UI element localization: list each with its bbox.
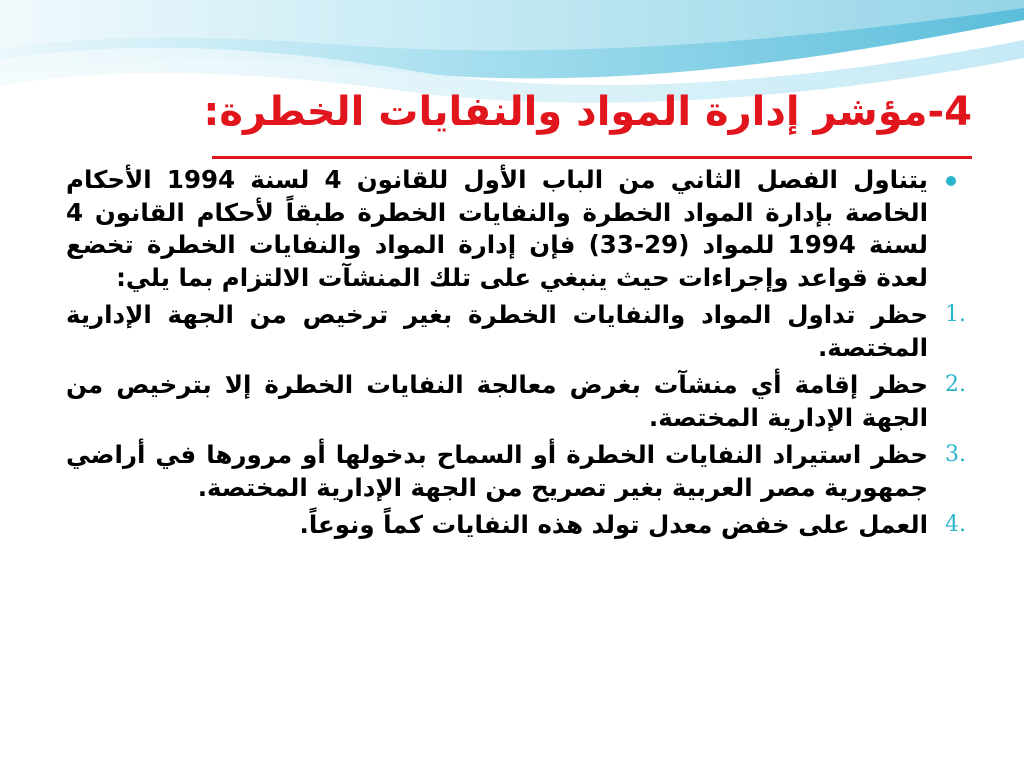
list-item-text: حظر إقامة أي منشآت بغرض معالجة النفايات الخطرة إلا بترخيص من الجهة الإدارية المختصة. <box>66 370 928 432</box>
intro-paragraph <box>66 164 966 294</box>
list-item-text: حظر استيراد النفايات الخطرة أو السماح بدخولها أو مرورها في أراضي جمهورية مصر العربية بغير تصريح من الجهة الإدارية المختصة. <box>66 440 928 502</box>
slide-title: 4-مؤشر إدارة المواد والنفايات الخطرة: <box>203 89 972 135</box>
list-number: 3. <box>945 442 966 467</box>
list-item <box>66 299 966 364</box>
list-item <box>66 369 966 434</box>
bullet-dot-icon <box>946 176 956 186</box>
list-item-text: العمل على خفض معدل تولد هذه النفايات كماً ونوعاً. <box>299 510 928 539</box>
slide-body <box>66 164 966 547</box>
list-number: 1. <box>945 302 966 327</box>
intro-text: يتناول الفصل الثاني من الباب الأول للقانون 4 لسنة 1994 الأحكام الخاصة بإدارة المواد الخطرة والنفايات الخطرة طبقاً لأحكام القانون 4 لسنة 1994 للمواد (29-33) فإن إدارة المواد والنفايات الخطرة تخضع لعدة قواعد وإجراءات حيث ينبغي على تلك المنشآت الالتزام بما يلي: <box>66 165 928 292</box>
list-number: 4. <box>945 512 966 537</box>
list-item-text: حظر تداول المواد والنفايات الخطرة بغير ترخيص من الجهة الإدارية المختصة. <box>66 300 928 362</box>
title-underline <box>212 156 972 159</box>
list-item <box>66 509 966 542</box>
list-item <box>66 439 966 504</box>
list-number: 2. <box>945 372 966 397</box>
